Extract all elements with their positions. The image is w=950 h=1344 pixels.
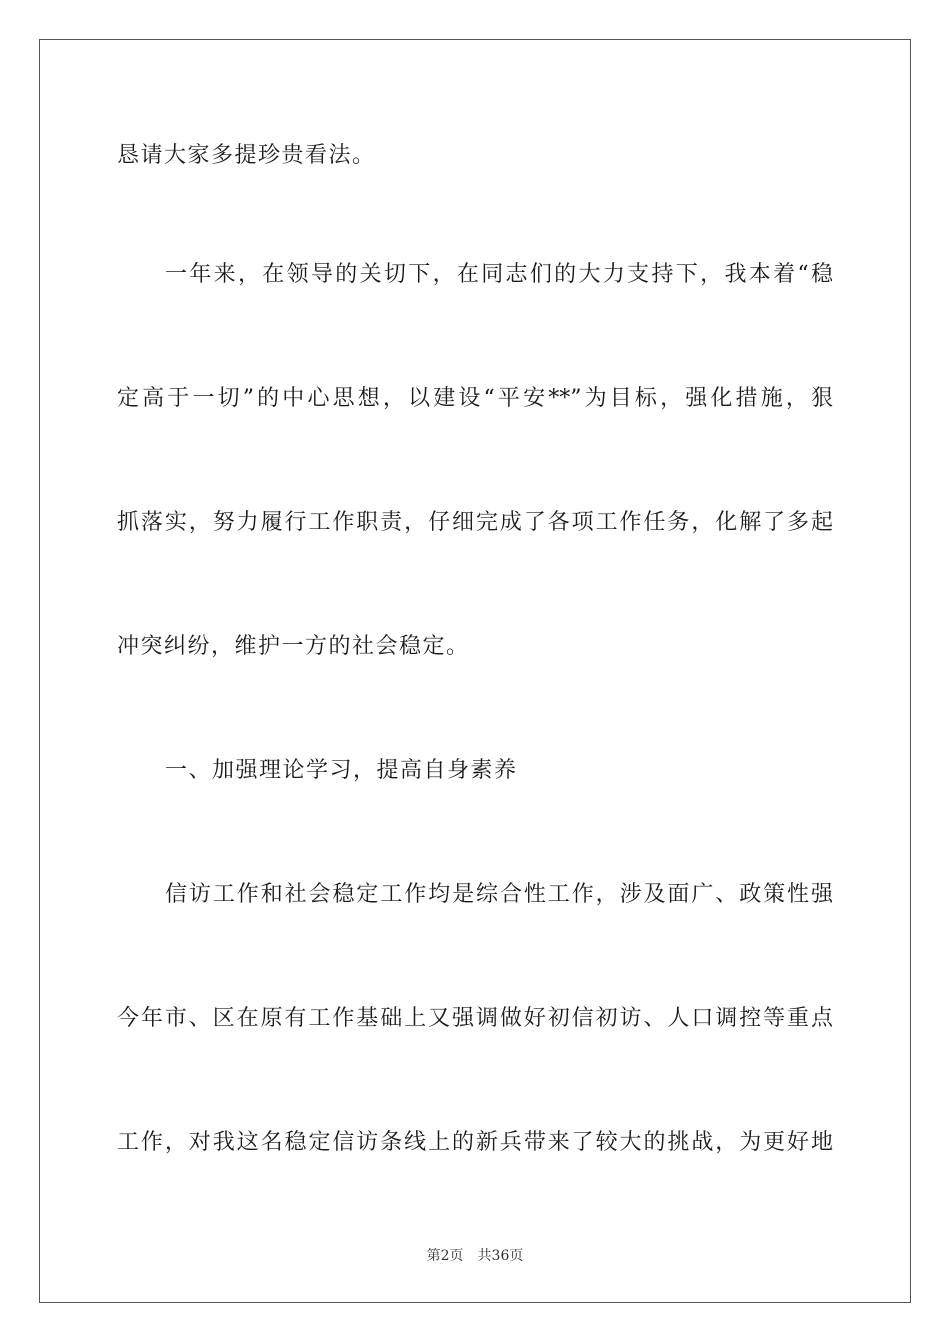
page-number: 第2页	[426, 1248, 464, 1264]
text-line: 信访工作和社会稳定工作均是综合性工作，涉及面广、政策性强	[165, 882, 833, 907]
section-heading: 一、加强理论学习，提高自身素养	[165, 758, 518, 783]
text-line: 恳请大家多提珍贵看法。	[117, 143, 376, 168]
text-line: 抓落实，努力履行工作职责，仔细完成了各项工作任务，化解了多起	[117, 510, 833, 535]
page-border	[39, 39, 911, 1303]
text-line: 工作，对我这名稳定信访条线上的新兵带来了较大的挑战，为更好地	[117, 1130, 833, 1155]
text-line: 今年市、区在原有工作基础上又强调做好初信初访、人口调控等重点	[117, 1006, 833, 1031]
page-footer	[0, 1246, 950, 1266]
page-total: 共36页	[477, 1248, 524, 1264]
text-line: 冲突纠纷，维护一方的社会稳定。	[117, 634, 470, 659]
text-line: 一年来，在领导的关切下，在同志们的大力支持下，我本着“稳	[165, 262, 833, 287]
text-line: 定高于一切”的中心思想，以建设“平安**”为目标，强化措施，狠	[117, 386, 833, 411]
